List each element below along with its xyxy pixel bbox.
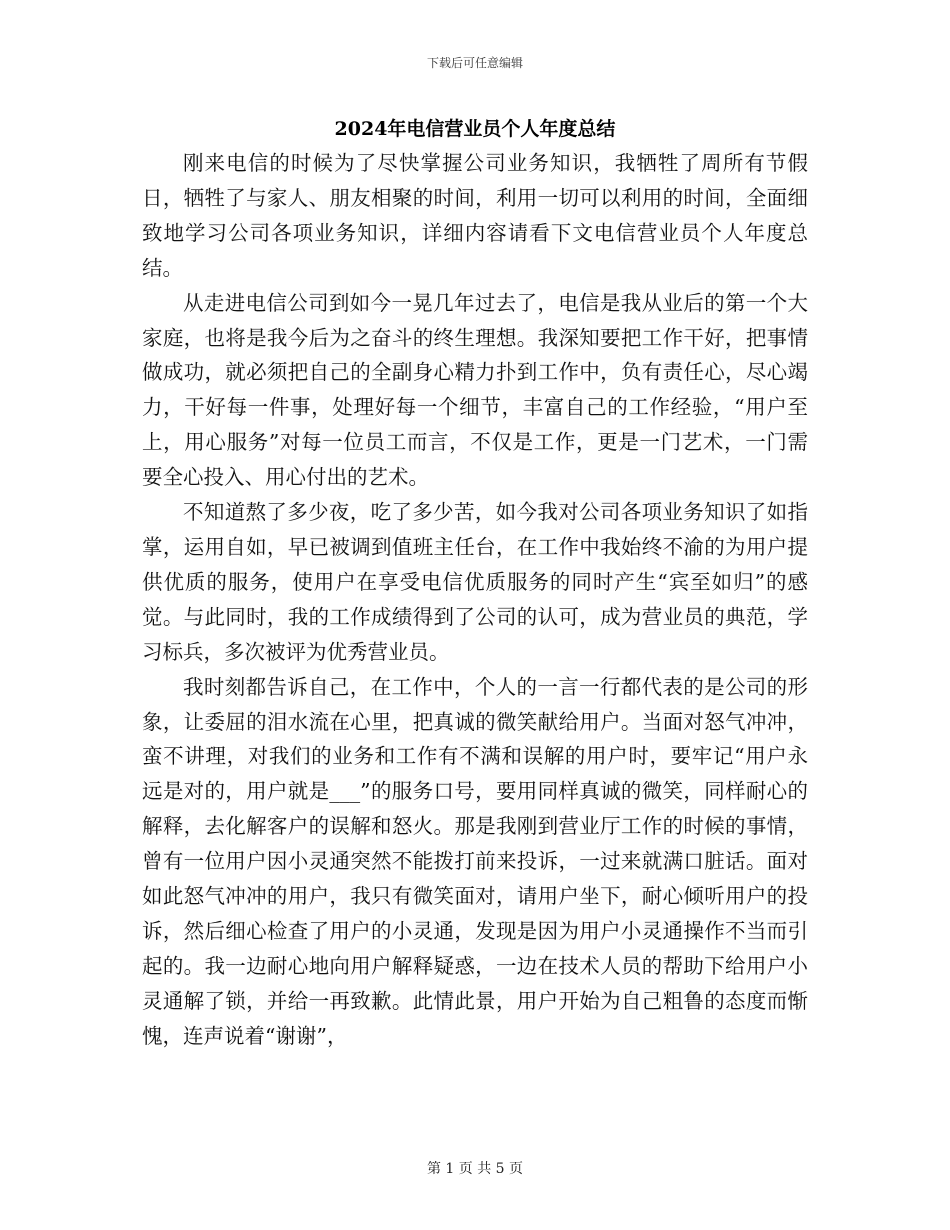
- paragraph: 不知道熬了多少夜，吃了多少苦，如今我对公司各项业务知识了如指掌，运用自如，早已被调到值班主任台，在工作中我始终不渝的为用户提供优质的服务，使用户在享受电信优质服务的同时产生“宾至如归”的感觉。与此同时，我的工作成绩得到了公司的认可，成为营业员的典范，学习标兵，多次被评为优秀营业员。: [142, 500, 808, 664]
- document-body: [142, 146, 808, 1054]
- header-note: 下载后可任意编辑: [426, 56, 523, 70]
- paragraph: 刚来电信的时候为了尽快掌握公司业务知识，我牺牲了周所有节假日，牺牲了与家人、朋友相聚的时间，利用一切可以利用的时间，全面细致地学习公司各项业务知识，详细内容请看下文电信营业员个人年度总结。: [142, 151, 808, 280]
- paragraph: 从走进电信公司到如今一晃几年过去了，电信是我从业后的第一个大家庭，也将是我今后为之奋斗的终生理想。我深知要把工作干好，把事情做成功，就必须把自己的全副身心精力扑到工作中，负有责任心，尽心竭力，干好每一件事，处理好每一个细节，丰富自己的工作经验，“用户至上，用心服务”对每一位员工而言，不仅是工作，更是一门艺术，一门需要全心投入、用心付出的艺术。: [142, 290, 808, 490]
- document-title: 2024年电信营业员个人年度总结: [334, 118, 616, 140]
- paragraph: 我时刻都告诉自己，在工作中，个人的一言一行都代表的是公司的形象，让委屈的泪水流在心里，把真诚的微笑献给用户。当面对怒气冲冲，蛮不讲理，对我们的业务和工作有不满和误解的用户时，要牢记“用户永远是对的，用户就是___”的服务口号，要用同样真诚的微笑，同样耐心的解释，去化解客户的误解和怒火。那是我刚到营业厅工作的时候的事情，曾有一位用户因小灵通突然不能拨打前来投诉，一过来就满口脏话。面对如此怒气冲冲的用户，我只有微笑面对，请用户坐下，耐心倾听用户的投诉，然后细心检查了用户的小灵通，发现是因为用户小灵通操作不当而引起的。我一边耐心地向用户解释疑惑，一边在技术人员的帮助下给用户小灵通解了锁，并给一再致歉。此情此景，用户开始为自己粗鲁的态度而惭愧，连声说着“谢谢”，: [142, 674, 808, 1048]
- page-number: 第 1 页 共 5 页: [426, 1161, 524, 1177]
